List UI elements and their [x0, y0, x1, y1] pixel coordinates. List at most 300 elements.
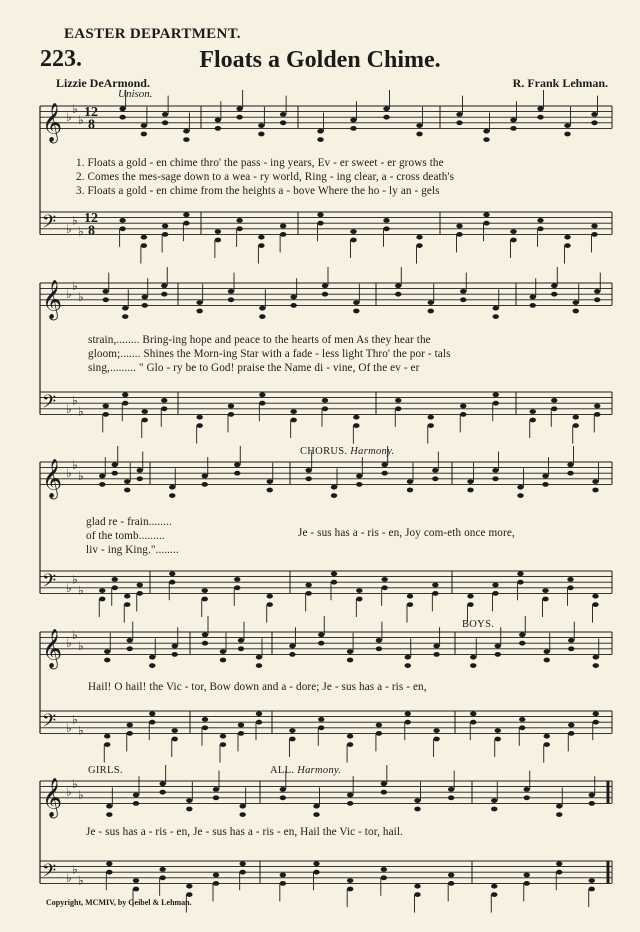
flat-sign-icon: ♭ — [78, 113, 84, 127]
boys-label: BOYS. — [462, 619, 495, 630]
note-head — [350, 126, 356, 131]
note-head — [432, 583, 438, 588]
note-head — [467, 479, 473, 484]
note-head — [259, 314, 265, 319]
note-head — [510, 229, 516, 234]
note-head — [267, 602, 273, 607]
flat-sign-icon: ♭ — [72, 862, 78, 877]
note-head — [544, 649, 550, 654]
note-head — [591, 232, 597, 237]
note-head — [405, 720, 411, 725]
flat-sign-icon: ♭ — [72, 101, 78, 116]
note-head — [542, 588, 548, 593]
note-head — [567, 577, 573, 582]
note-head — [517, 485, 523, 490]
note-head — [347, 649, 353, 654]
note-head — [381, 462, 387, 467]
note-head — [305, 468, 311, 473]
note-head — [133, 793, 139, 798]
note-head — [460, 289, 466, 294]
note-head — [318, 717, 324, 722]
chorus-label — [300, 446, 394, 457]
note-head — [510, 238, 516, 243]
treble-clef-icon: 𝄞 — [42, 458, 63, 499]
note-head — [594, 412, 600, 417]
note-head — [593, 720, 599, 725]
all-label — [270, 765, 341, 776]
note-head — [238, 731, 244, 736]
bass-clef-icon: 𝄢 — [42, 860, 57, 886]
note-head — [376, 646, 382, 651]
flat-sign-icon: ♭ — [66, 110, 72, 125]
note-head — [493, 401, 499, 406]
note-head — [405, 711, 411, 716]
note-head — [186, 807, 192, 812]
note-head — [318, 632, 324, 637]
note-head — [591, 224, 597, 229]
note-head — [347, 878, 353, 883]
note-head — [313, 861, 319, 866]
note-head — [159, 867, 165, 872]
note-head — [347, 793, 353, 798]
all-harmony-text: Harmony. — [297, 765, 342, 776]
note-head — [142, 409, 148, 414]
lyric-line-s2-v2: gloom;....... Shines the Morn-ing Star with a fade - less light Thro' the por - tals — [88, 348, 451, 360]
note-head — [593, 711, 599, 716]
note-head — [256, 720, 262, 725]
lyric-line-s1-v3: 3. Floats a gold - en chime from the heights a - bove Where the ho - ly an - gels — [76, 185, 440, 197]
note-head — [356, 474, 362, 479]
note-head — [162, 112, 168, 117]
note-head — [290, 418, 296, 423]
note-head — [428, 423, 434, 428]
flat-sign-icon: ♭ — [66, 466, 72, 481]
note-head — [141, 235, 147, 240]
note-head — [322, 406, 328, 411]
note-head — [239, 861, 245, 866]
note-head — [234, 471, 240, 476]
note-head — [556, 804, 562, 809]
note-head — [592, 488, 598, 493]
note-head — [267, 488, 273, 493]
note-head — [127, 638, 133, 643]
note-head — [256, 655, 262, 660]
all-label-text: ALL. — [270, 765, 295, 776]
note-head — [491, 892, 497, 897]
note-head — [567, 462, 573, 467]
flat-sign-icon: ♭ — [72, 213, 78, 228]
note-head — [568, 646, 574, 651]
note-head — [356, 597, 362, 602]
note-head — [267, 479, 273, 484]
note-head — [433, 644, 439, 649]
bass-clef-icon: 𝄢 — [42, 710, 57, 736]
note-head — [172, 728, 178, 733]
note-head — [433, 728, 439, 733]
flat-sign-icon: ♭ — [72, 572, 78, 587]
note-head — [395, 283, 401, 288]
note-head — [331, 493, 337, 498]
note-head — [564, 123, 570, 128]
note-head — [119, 106, 125, 111]
note-head — [467, 488, 473, 493]
note-head — [106, 804, 112, 809]
note-head — [112, 471, 118, 476]
note-head — [202, 482, 208, 487]
note-head — [594, 297, 600, 302]
note-head — [524, 873, 530, 878]
note-head — [510, 118, 516, 123]
note-head — [183, 129, 189, 134]
treble-clef-icon: 𝄞 — [42, 628, 63, 669]
note-head — [350, 118, 356, 123]
note-head — [395, 398, 401, 403]
note-head — [456, 232, 462, 237]
note-head — [290, 303, 296, 308]
note-head — [428, 309, 434, 314]
flat-sign-icon: ♭ — [72, 776, 78, 791]
note-head — [159, 875, 165, 880]
note-head — [381, 790, 387, 795]
note-head — [142, 303, 148, 308]
note-head — [353, 300, 359, 305]
note-head — [149, 655, 155, 660]
note-head — [573, 415, 579, 420]
note-head — [289, 644, 295, 649]
note-head — [492, 583, 498, 588]
note-head — [133, 887, 139, 892]
note-head — [347, 742, 353, 747]
note-head — [537, 226, 543, 231]
note-head — [331, 580, 337, 585]
note-head — [122, 306, 128, 311]
note-head — [259, 306, 265, 311]
note-head — [568, 723, 574, 728]
note-head — [395, 292, 401, 297]
note-head — [483, 212, 489, 217]
note-head — [383, 226, 389, 231]
note-head — [510, 126, 516, 131]
note-head — [491, 884, 497, 889]
flat-sign-icon: ♭ — [66, 221, 72, 236]
time-signature-bottom: 8 — [88, 117, 95, 133]
lyric-line-s1-v2: 2. Comes the mes-sage down to a wea - ry world, Ring - ing clear, a - cross death's — [76, 171, 455, 183]
note-head — [519, 717, 525, 722]
note-head — [186, 798, 192, 803]
note-head — [215, 118, 221, 123]
note-head — [220, 658, 226, 663]
note-head — [530, 295, 536, 300]
note-head — [407, 479, 413, 484]
note-head — [322, 283, 328, 288]
lyric-line-s2-v1: strain,........ Bring-ing hope and peace to the hearts of men As they hear the — [88, 334, 431, 346]
note-head — [236, 218, 242, 223]
note-head — [161, 398, 167, 403]
note-head — [524, 795, 530, 800]
note-head — [381, 781, 387, 786]
note-head — [517, 580, 523, 585]
note-head — [162, 232, 168, 237]
note-head — [183, 221, 189, 226]
note-head — [318, 725, 324, 730]
treble-clef-icon: 𝄞 — [42, 279, 63, 320]
flat-sign-icon: ♭ — [78, 583, 84, 598]
note-head — [432, 591, 438, 596]
note-head — [573, 423, 579, 428]
note-head — [112, 577, 118, 582]
note-head — [172, 644, 178, 649]
note-head — [228, 412, 234, 417]
note-head — [414, 884, 420, 889]
note-head — [432, 468, 438, 473]
note-head — [103, 404, 109, 409]
note-head — [593, 655, 599, 660]
note-head — [551, 398, 557, 403]
note-head — [593, 663, 599, 668]
note-head — [448, 787, 454, 792]
note-head — [551, 283, 557, 288]
note-head — [127, 646, 133, 651]
note-head — [524, 881, 530, 886]
note-head — [280, 795, 286, 800]
note-head — [594, 289, 600, 294]
note-head — [119, 226, 125, 231]
note-head — [491, 807, 497, 812]
note-head — [331, 485, 337, 490]
note-head — [381, 471, 387, 476]
note-head — [491, 798, 497, 803]
note-head — [537, 106, 543, 111]
note-head — [414, 892, 420, 897]
note-head — [428, 415, 434, 420]
note-head — [280, 232, 286, 237]
note-head — [239, 804, 245, 809]
note-head — [289, 737, 295, 742]
note-head — [460, 404, 466, 409]
note-head — [381, 875, 387, 880]
flat-sign-icon: ♭ — [66, 401, 72, 416]
note-head — [137, 476, 143, 481]
note-head — [589, 793, 595, 798]
note-head — [228, 404, 234, 409]
note-head — [228, 289, 234, 294]
note-head — [141, 132, 147, 137]
note-head — [483, 221, 489, 226]
note-head — [470, 711, 476, 716]
note-head — [141, 123, 147, 128]
note-head — [592, 479, 598, 484]
composer-name: R. Frank Lehman. — [512, 76, 608, 90]
note-head — [353, 309, 359, 314]
note-head — [99, 482, 105, 487]
note-head — [530, 418, 536, 423]
note-head — [353, 415, 359, 420]
note-head — [137, 591, 143, 596]
note-head — [202, 597, 208, 602]
note-head — [383, 115, 389, 120]
note-head — [433, 652, 439, 657]
flat-sign-icon: ♭ — [72, 278, 78, 293]
note-head — [395, 406, 401, 411]
flat-sign-icon: ♭ — [78, 639, 84, 653]
note-head — [124, 594, 130, 599]
note-head — [127, 731, 133, 736]
note-head — [258, 132, 264, 137]
note-head — [317, 137, 323, 142]
note-head — [161, 292, 167, 297]
note-head — [259, 392, 265, 397]
note-head — [104, 734, 110, 739]
note-head — [495, 644, 501, 649]
note-head — [104, 658, 110, 663]
note-head — [238, 723, 244, 728]
note-head — [407, 602, 413, 607]
note-head — [483, 129, 489, 134]
note-head — [591, 120, 597, 125]
unison-direction: Unison. — [118, 88, 153, 100]
hymn-title: Floats a Golden Chime. — [199, 47, 441, 73]
note-head — [202, 588, 208, 593]
note-head — [149, 663, 155, 668]
note-head — [99, 474, 105, 479]
note-head — [530, 303, 536, 308]
flat-sign-icon: ♭ — [66, 870, 72, 885]
lyric-line-s5: Je - sus has a - ris - en, Je - sus has a - ris - en, Hail the Vic - tor, hail. — [86, 826, 403, 838]
note-head — [220, 649, 226, 654]
note-head — [376, 638, 382, 643]
flat-sign-icon: ♭ — [72, 393, 78, 408]
flat-sign-icon: ♭ — [78, 469, 84, 483]
note-head — [564, 243, 570, 248]
note-head — [215, 238, 221, 243]
note-head — [159, 781, 165, 786]
note-head — [567, 471, 573, 476]
note-head — [414, 807, 420, 812]
note-head — [524, 787, 530, 792]
note-head — [104, 649, 110, 654]
note-head — [280, 787, 286, 792]
note-head — [492, 468, 498, 473]
note-head — [172, 652, 178, 657]
note-head — [519, 641, 525, 646]
time-signature-top: 12 — [84, 211, 98, 227]
note-head — [122, 392, 128, 397]
time-signature-top: 12 — [84, 105, 98, 121]
note-head — [564, 132, 570, 137]
lyric-line-s3-v3: liv - ing King."........ — [86, 544, 179, 556]
note-head — [347, 887, 353, 892]
note-head — [467, 602, 473, 607]
note-head — [407, 488, 413, 493]
bass-clef-icon: 𝄢 — [42, 570, 57, 596]
note-head — [234, 462, 240, 467]
note-head — [220, 742, 226, 747]
note-head — [589, 878, 595, 883]
note-head — [376, 731, 382, 736]
note-head — [493, 392, 499, 397]
note-head — [183, 137, 189, 142]
note-head — [530, 409, 536, 414]
flat-sign-icon: ♭ — [72, 627, 78, 642]
note-head — [317, 212, 323, 217]
note-head — [256, 711, 262, 716]
note-head — [405, 655, 411, 660]
note-head — [456, 120, 462, 125]
note-head — [544, 734, 550, 739]
note-head — [141, 243, 147, 248]
flat-sign-icon: ♭ — [72, 712, 78, 727]
note-head — [556, 870, 562, 875]
note-head — [169, 485, 175, 490]
note-head — [305, 583, 311, 588]
note-head — [517, 493, 523, 498]
note-head — [142, 418, 148, 423]
flat-sign-icon: ♭ — [66, 785, 72, 800]
lyric-line-s3-v2: of the tomb......... — [86, 530, 165, 542]
note-head — [228, 297, 234, 302]
note-head — [568, 731, 574, 736]
note-head — [416, 243, 422, 248]
note-head — [405, 663, 411, 668]
note-head — [356, 588, 362, 593]
note-head — [133, 801, 139, 806]
note-head — [467, 594, 473, 599]
note-head — [483, 137, 489, 142]
note-head — [202, 632, 208, 637]
note-head — [169, 493, 175, 498]
note-head — [592, 594, 598, 599]
note-head — [280, 112, 286, 117]
note-head — [124, 488, 130, 493]
note-head — [238, 638, 244, 643]
note-head — [347, 658, 353, 663]
note-head — [428, 300, 434, 305]
note-head — [213, 787, 219, 792]
note-head — [259, 401, 265, 406]
note-head — [142, 295, 148, 300]
note-head — [106, 870, 112, 875]
note-head — [137, 583, 143, 588]
note-head — [331, 571, 337, 576]
flat-sign-icon: ♭ — [66, 580, 72, 595]
note-head — [492, 476, 498, 481]
treble-clef-icon: 𝄞 — [42, 102, 63, 143]
note-head — [133, 878, 139, 883]
note-head — [573, 309, 579, 314]
note-head — [234, 577, 240, 582]
note-head — [432, 476, 438, 481]
note-head — [236, 106, 242, 111]
note-head — [519, 632, 525, 637]
lyric-line-s3-v1: glad re - frain........ — [86, 516, 172, 528]
note-head — [172, 737, 178, 742]
note-head — [280, 873, 286, 878]
note-head — [169, 571, 175, 576]
note-head — [161, 406, 167, 411]
note-head — [196, 415, 202, 420]
note-head — [317, 221, 323, 226]
flat-sign-icon: ♭ — [72, 457, 78, 472]
note-head — [350, 229, 356, 234]
note-head — [220, 734, 226, 739]
note-head — [448, 873, 454, 878]
note-head — [519, 725, 525, 730]
note-head — [106, 861, 112, 866]
note-head — [589, 801, 595, 806]
note-head — [258, 235, 264, 240]
note-head — [305, 476, 311, 481]
note-head — [356, 482, 362, 487]
